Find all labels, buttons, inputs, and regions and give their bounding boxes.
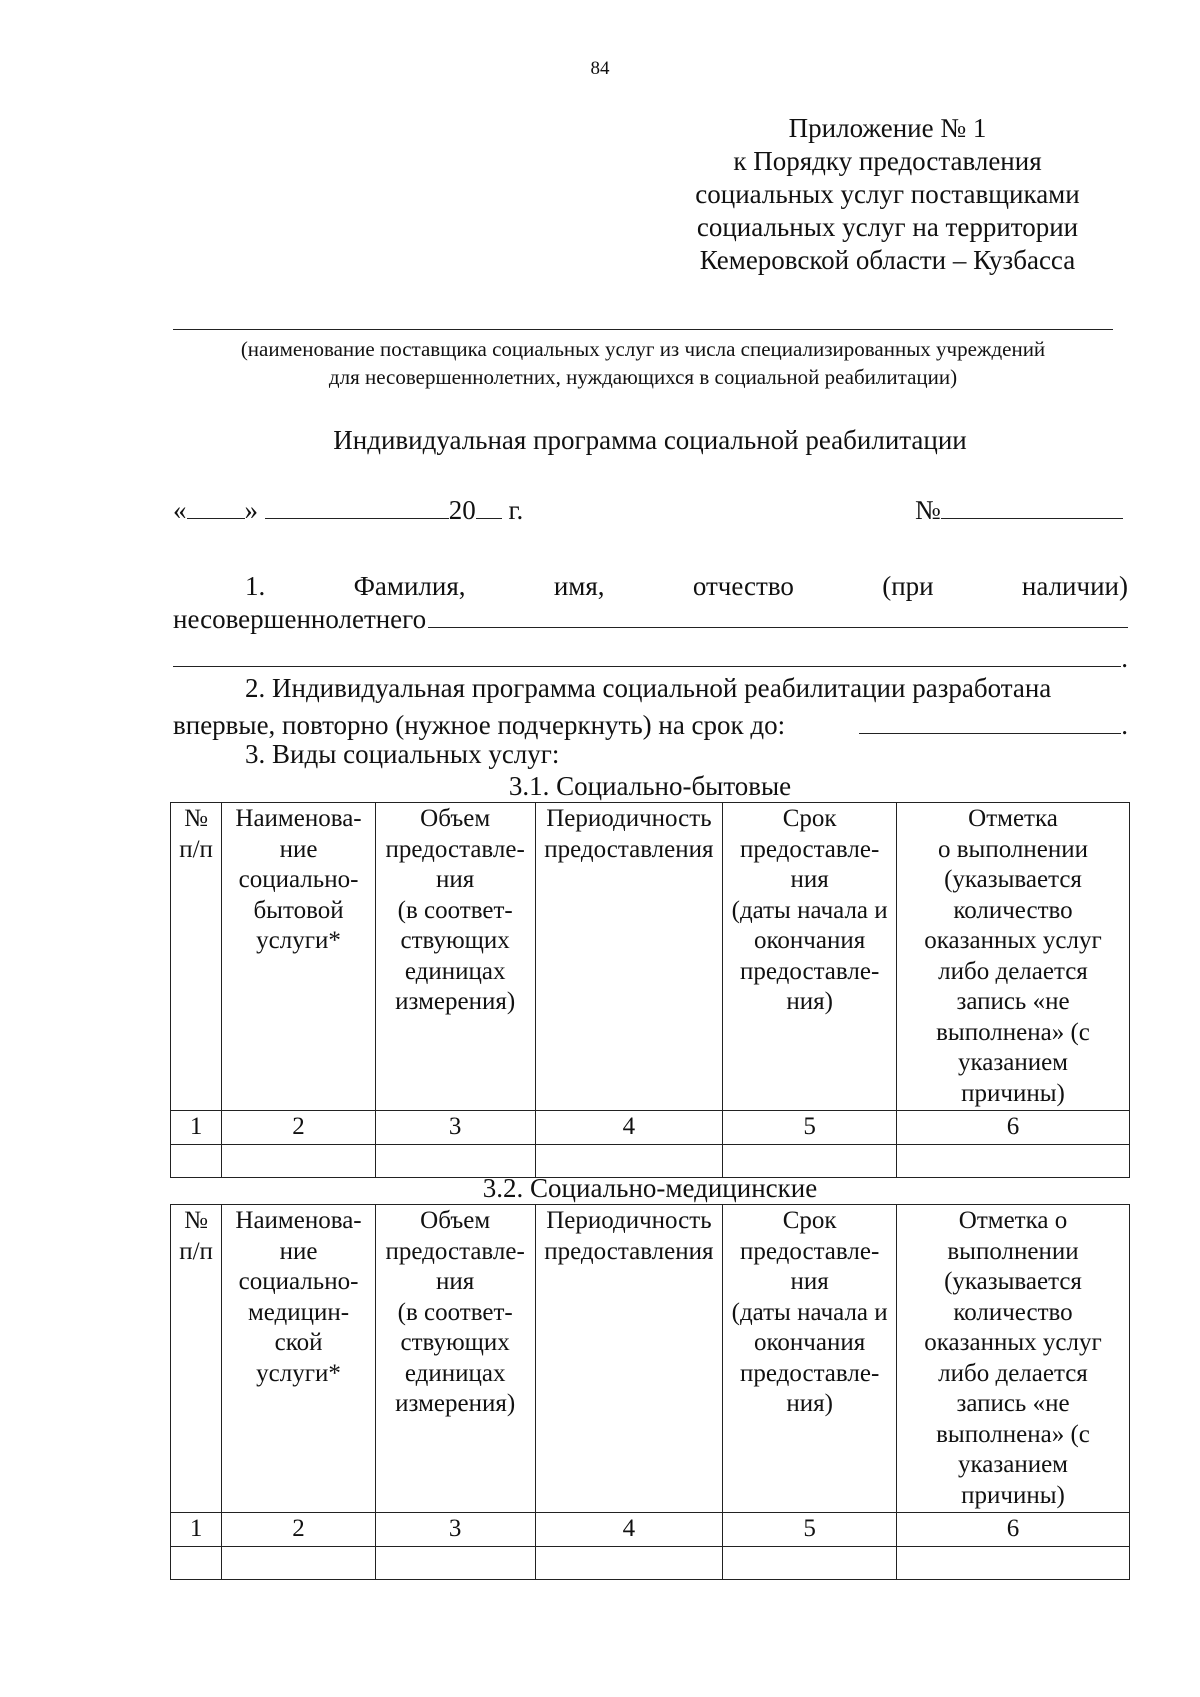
item-1-second-line (173, 603, 1128, 636)
empty-cell[interactable] (897, 1546, 1130, 1579)
column-number: 6 (897, 1111, 1130, 1145)
document-title: Индивидуальная программа социальной реабилитации (333, 425, 967, 455)
open-quote: « (173, 495, 187, 525)
empty-cell[interactable] (375, 1546, 535, 1579)
empty-cell[interactable] (222, 1546, 376, 1579)
header-cell-term: Срок предоставле- ния (даты начала и окончания предоставле- ния) (723, 1205, 897, 1513)
header-cell-number: № п/п (171, 803, 222, 1111)
column-number: 5 (723, 1111, 897, 1145)
header-cell-periodicity: Периодичность предоставления (535, 1205, 723, 1513)
item-1 (173, 570, 1128, 675)
item-1-word: 1. (245, 571, 266, 601)
header-cell-completion-mark: Отметка о выполнении (указывается количество оказанных услуг либо делается запись «не выполнена» (с указанием причины) (897, 1205, 1130, 1513)
table-column-numbers-row (171, 1111, 1130, 1145)
month-blank[interactable] (265, 490, 449, 519)
item-2-first-line: 2. Индивидуальная программа социальной реабилитации разработана (245, 673, 1052, 703)
social-medical-services-table (170, 1204, 1130, 1580)
social-household-services-table (170, 802, 1130, 1178)
appendix-line: Приложение № 1 (788, 113, 987, 143)
column-number: 4 (535, 1111, 723, 1145)
item-2-second-line (173, 705, 1128, 742)
column-number: 6 (897, 1513, 1130, 1547)
empty-cell[interactable] (171, 1546, 222, 1579)
term-blank[interactable] (859, 705, 1121, 734)
provider-caption-line: (наименование поставщика социальных услуг из числа специализированных учреждений (240, 337, 1046, 361)
close-quote: » (244, 495, 258, 525)
item-1-word: имя, (553, 571, 605, 601)
column-number: 2 (222, 1111, 376, 1145)
header-cell-periodicity: Периодичность предоставления (535, 803, 723, 1111)
header-cell-service-name: Наименова- ние социально- бытовой услуги* (222, 803, 376, 1111)
item-1-word: наличии) (1021, 571, 1128, 601)
table-column-numbers-row (171, 1513, 1130, 1547)
empty-cell[interactable] (723, 1546, 897, 1579)
provider-caption (160, 335, 1126, 391)
header-cell-service-name: Наименова- ние социально- медицин- ской услуги* (222, 1205, 376, 1513)
item-1-period: . (1121, 643, 1128, 673)
number-blank[interactable] (941, 490, 1123, 519)
column-number: 1 (171, 1513, 222, 1547)
column-number: 4 (535, 1513, 723, 1547)
header-cell-number: № п/п (171, 1205, 222, 1513)
section-3-2-title: 3.2. Социально-медицинские (482, 1173, 818, 1203)
item-2-text: впервые, повторно (нужное подчеркнуть) на срок до: (173, 710, 786, 740)
date-line (173, 490, 523, 526)
appendix-line: Кемеровской области – Кузбасса (699, 245, 1076, 275)
header-cell-term: Срок предоставле- ния (даты начала и окончания предоставле- ния) (723, 803, 897, 1111)
table-row (171, 1546, 1130, 1579)
column-number: 3 (375, 1513, 535, 1547)
appendix-line: социальных услуг поставщиками (695, 179, 1080, 209)
column-number: 2 (222, 1513, 376, 1547)
header-cell-volume: Объем предоставле- ния (в соответ- ствующих единицах измерения) (375, 803, 535, 1111)
appendix-line: социальных услуг на территории (696, 212, 1079, 242)
minor-name-blank-continued[interactable] (173, 646, 1121, 667)
minor-name-blank[interactable] (428, 603, 1128, 628)
item-1-word: Фамилия, (353, 571, 466, 601)
item-1-word: (при (882, 571, 934, 601)
item-3: 3. Виды социальных услуг: (245, 739, 560, 769)
column-number: 1 (171, 1111, 222, 1145)
section-3-1-title: 3.1. Социально-бытовые (508, 771, 792, 801)
year-prefix: 20 (448, 495, 476, 525)
provider-caption-line: для несовершеннолетних, нуждающихся в социальной реабилитации) (328, 365, 958, 389)
item-2 (173, 672, 1128, 742)
appendix-heading (660, 112, 1115, 277)
day-blank[interactable] (187, 490, 245, 519)
year-suffix: г. (501, 495, 524, 525)
item-1-word: отчество (692, 571, 794, 601)
column-number: 3 (375, 1111, 535, 1145)
header-cell-volume: Объем предоставле- ния (в соответ- ствующих единицах измерения) (375, 1205, 535, 1513)
column-number: 5 (723, 1513, 897, 1547)
item-1-third-line (173, 642, 1128, 675)
appendix-line: к Порядку предоставления (733, 146, 1042, 176)
table-header-row (171, 803, 1130, 1111)
item-2-period: . (1121, 710, 1128, 740)
number-line (915, 490, 1123, 526)
provider-name-blank[interactable] (173, 329, 1113, 330)
empty-cell[interactable] (535, 1546, 723, 1579)
page-number: 84 (590, 58, 610, 79)
minor-label: несовершеннолетнего (173, 604, 427, 634)
number-sign: № (915, 495, 941, 525)
header-cell-completion-mark: Отметка о выполнении (указывается количество оказанных услуг либо делается запись «не выполнена» (с указанием причины) (897, 803, 1130, 1111)
item-1-first-line (173, 570, 1128, 603)
year-blank[interactable] (476, 490, 502, 519)
table-header-row (171, 1205, 1130, 1513)
